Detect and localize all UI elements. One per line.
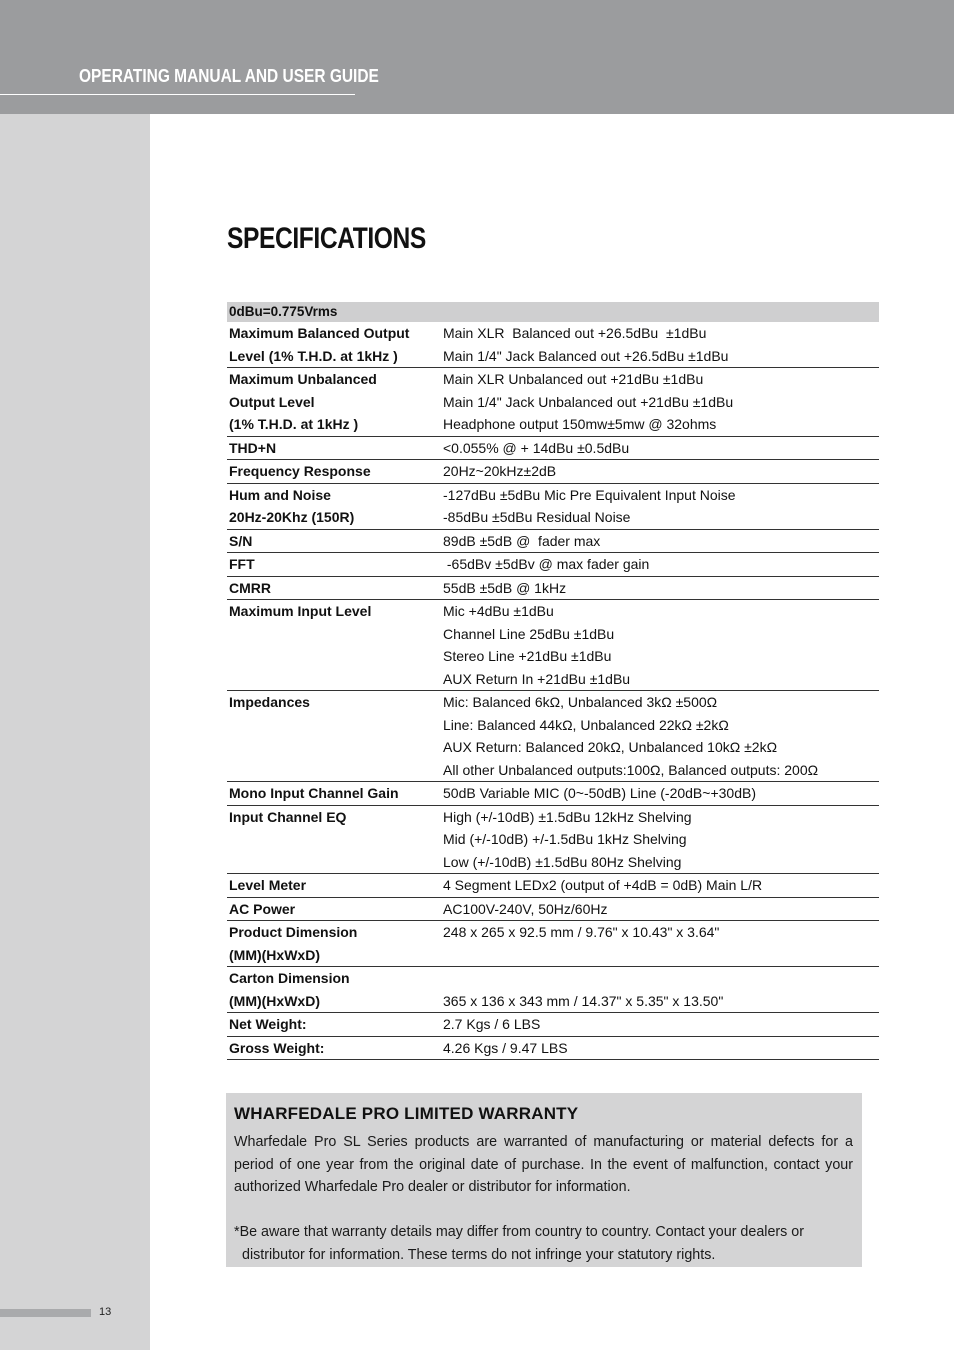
spec-values [443, 368, 879, 436]
spec-value-line: Line: Balanced 44kΩ, Unbalanced 22kΩ ±2kΩ [443, 716, 729, 733]
spec-value-line: 4 Segment LEDx2 (output of +4dB = 0dB) Main L/R [443, 877, 763, 893]
spec-values [443, 806, 879, 874]
spec-label [227, 577, 443, 600]
spec-label [227, 368, 443, 436]
spec-label [227, 1013, 443, 1036]
spec-values [443, 322, 879, 367]
spec-row [227, 530, 879, 554]
spec-label-line: Output Level [229, 393, 315, 410]
spec-values [443, 691, 879, 781]
spec-row [227, 460, 879, 484]
spec-value-line: Main 1/4" Jack Unbalanced out +21dBu ±1dBu [443, 393, 734, 410]
warranty-note-line-1: *Be aware that warranty details may differ from country to country. Contact your dealers or [234, 1224, 805, 1240]
spec-label-line: Mono Input Channel Gain [229, 785, 399, 801]
spec-value-line: 2.7 Kgs / 6 LBS [443, 1016, 541, 1032]
spec-value-line: -65dBv ±5dBv @ max fader gain [443, 556, 650, 572]
spec-label-line: (MM)(HxWxD) [229, 992, 320, 1009]
spec-label-line: Net Weight: [229, 1016, 307, 1032]
spec-value-line: Stereo Line +21dBu ±1dBu [443, 648, 612, 664]
spec-row [227, 368, 879, 437]
spec-row [227, 437, 879, 461]
spec-label [227, 898, 443, 921]
spec-label-line: FFT [229, 556, 255, 572]
spec-label-line: S/N [229, 532, 253, 549]
page-number: 13 [99, 1306, 112, 1318]
spec-value-line: Mic +4dBu ±1dBu [443, 603, 554, 619]
spec-label-line: (1% T.H.D. at 1kHz ) [229, 416, 359, 432]
spec-value-line: 20Hz~20kHz±2dB [443, 463, 557, 479]
spec-label-line: AC Power [229, 900, 296, 917]
spec-rows [227, 322, 879, 1060]
warranty-note-line-2: distributor for information. These terms do not infringe your statutory rights. [242, 1246, 716, 1263]
spec-row [227, 322, 879, 368]
spec-value-line: 248 x 265 x 92.5 mm / 9.76" x 10.43" x 3.64" [443, 924, 720, 940]
spec-label [227, 782, 443, 805]
spec-label-line: Frequency Response [229, 463, 371, 479]
spec-label-line: Maximum Balanced Output [229, 325, 410, 341]
spec-label [227, 322, 443, 367]
spec-label [227, 1037, 443, 1060]
spec-values [443, 967, 879, 1012]
spec-value-line: AUX Return: Balanced 20kΩ, Unbalanced 10kΩ ±2kΩ [443, 739, 778, 755]
spec-label-line: (MM)(HxWxD) [229, 946, 320, 963]
spec-row [227, 553, 879, 577]
spec-label [227, 874, 443, 897]
page-number-bar [0, 1309, 91, 1317]
spec-label-line: Maximum Unbalanced [229, 371, 377, 387]
spec-row [227, 600, 879, 691]
spec-value-line: Low (+/-10dB) ±1.5dBu 80Hz Shelving [443, 853, 682, 870]
spec-row [227, 921, 879, 967]
spec-values [443, 874, 879, 897]
spec-value-line: 50dB Variable MIC (0~-50dB) Line (-20dB~+30dB) [443, 785, 756, 801]
spec-value-line: All other Unbalanced outputs:100Ω, Balanced outputs: 200Ω [443, 761, 819, 778]
spec-value-line: AC100V-240V, 50Hz/60Hz [443, 900, 608, 917]
spec-row [227, 691, 879, 782]
spec-label [227, 921, 443, 966]
spec-value-line: 89dB ±5dB @ fader max [443, 532, 601, 549]
spec-label-line: Impedances [229, 694, 310, 710]
warranty-title: WHARFEDALE PRO LIMITED WARRANTY [234, 1104, 579, 1123]
spec-label-line: Level (1% T.H.D. at 1kHz ) [229, 347, 398, 364]
spec-value-line: Main XLR Balanced out +26.5dBu ±1dBu [443, 325, 707, 341]
spec-value-line: -127dBu ±5dBu Mic Pre Equivalent Input Noise [443, 486, 736, 503]
spec-values [443, 530, 879, 553]
spec-values [443, 553, 879, 576]
spec-value-line [443, 967, 879, 990]
spec-label-line: Maximum Input Level [229, 603, 372, 619]
spec-values [443, 577, 879, 600]
spec-values [443, 484, 879, 529]
spec-row [227, 898, 879, 922]
spec-value-line: AUX Return In +21dBu ±1dBu [443, 670, 631, 687]
left-margin-band [0, 114, 150, 1350]
spec-label-line: Carton Dimension [229, 970, 350, 986]
spec-label [227, 460, 443, 483]
spec-label-line: Level Meter [229, 877, 307, 893]
spec-label-line: Hum and Noise [229, 486, 331, 503]
spec-label [227, 691, 443, 781]
spec-value-line: <0.055% @ + 14dBu ±0.5dBu [443, 439, 630, 456]
spec-label-line: 20Hz-20Khz (150R) [229, 509, 355, 525]
spec-reference-header: 0dBu=0.775Vrms [227, 302, 879, 322]
spec-value-line: Channel Line 25dBu ±1dBu [443, 625, 615, 642]
spec-values [443, 437, 879, 460]
spec-values [443, 921, 879, 966]
spec-row [227, 577, 879, 601]
spec-label [227, 967, 443, 1012]
spec-row [227, 484, 879, 530]
spec-label-line: THD+N [229, 439, 277, 456]
warranty-box [226, 1093, 862, 1267]
spec-label [227, 530, 443, 553]
spec-value-line: Main 1/4" Jack Balanced out +26.5dBu ±1dBu [443, 347, 729, 364]
spec-label-line: CMRR [229, 579, 271, 596]
spec-values [443, 1037, 879, 1060]
spec-value-line: Headphone output 150mw±5mw @ 32ohms [443, 416, 717, 432]
spec-label [227, 806, 443, 874]
spec-label [227, 484, 443, 529]
spec-row [227, 806, 879, 875]
spec-value-line: 55dB ±5dB @ 1kHz [443, 579, 567, 596]
spec-values [443, 1013, 879, 1036]
spec-row [227, 782, 879, 806]
spec-value-line: Mid (+/-10dB) +/-1.5dBu 1kHz Shelving [443, 831, 687, 847]
spec-row [227, 1037, 879, 1061]
spec-values [443, 898, 879, 921]
spec-label-line: Input Channel EQ [229, 808, 347, 825]
warranty-body: Wharfedale Pro SL Series products are warranted of manufacturing or material defects for a period of one year from the original date of purchase. In the event of malfunction, contact your authorized Wharfedale Pro dealer or distributor for information. [234, 1134, 853, 1195]
spec-values [443, 460, 879, 483]
spec-label [227, 600, 443, 690]
specifications-table [227, 302, 879, 1060]
spec-row [227, 874, 879, 898]
spec-value-line: Mic: Balanced 6kΩ, Unbalanced 3kΩ ±500Ω [443, 694, 718, 710]
header-divider [0, 94, 355, 95]
spec-label [227, 553, 443, 576]
spec-value-line: High (+/-10dB) ±1.5dBu 12kHz Shelving [443, 808, 692, 825]
spec-values [443, 600, 879, 690]
spec-row [227, 967, 879, 1013]
warranty-note [234, 1221, 853, 1266]
spec-value-line: -85dBu ±5dBu Residual Noise [443, 509, 631, 525]
page-title: SPECIFICATIONS [227, 222, 426, 255]
spec-value-line: 365 x 136 x 343 mm / 14.37" x 5.35" x 13.50" [443, 992, 724, 1009]
top-banner [0, 0, 954, 114]
spec-value-line: 4.26 Kgs / 9.47 LBS [443, 1039, 568, 1056]
spec-label [227, 437, 443, 460]
spec-label-line: Product Dimension [229, 924, 358, 940]
spec-value-line: Main XLR Unbalanced out +21dBu ±1dBu [443, 371, 704, 387]
spec-values [443, 782, 879, 805]
spec-row [227, 1013, 879, 1037]
spec-label-line: Gross Weight: [229, 1039, 325, 1056]
manual-header-title: OPERATING MANUAL AND USER GUIDE [79, 66, 379, 86]
